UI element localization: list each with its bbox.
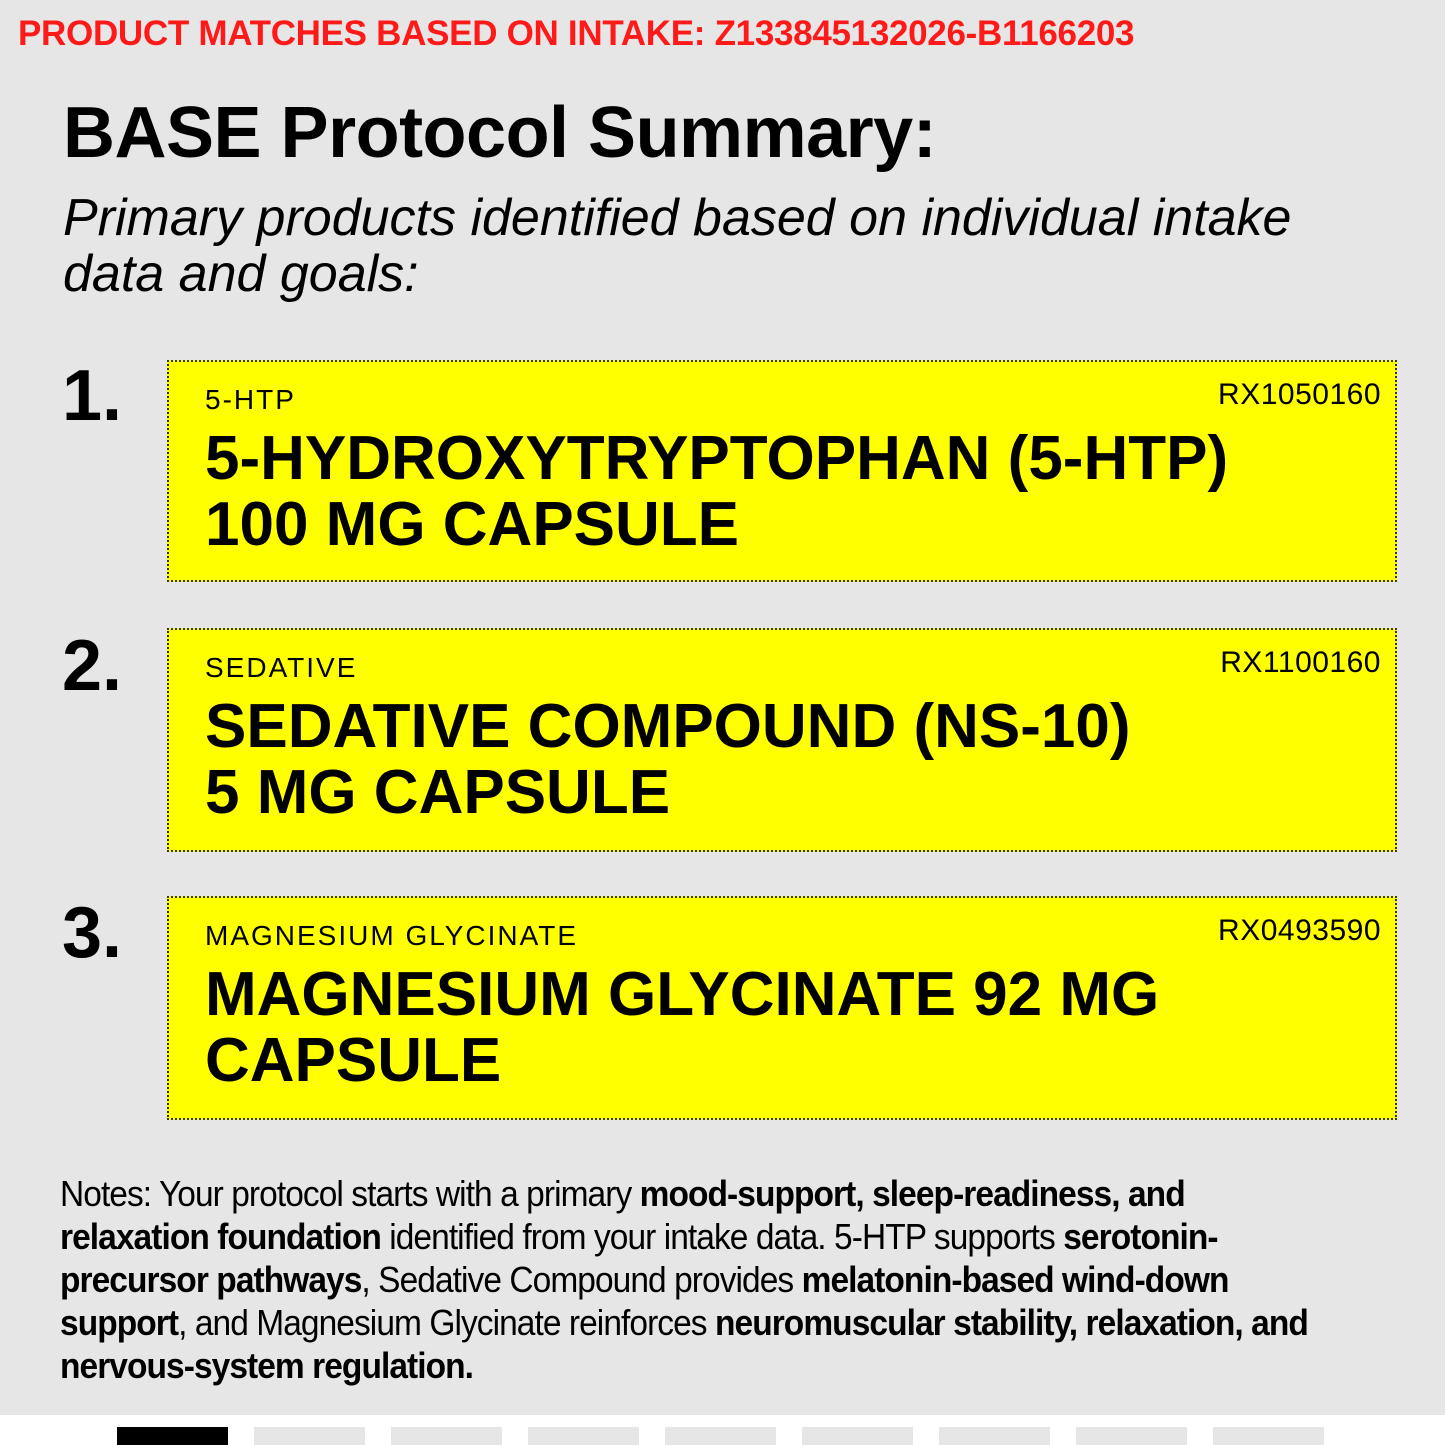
intake-header: PRODUCT MATCHES BASED ON INTAKE: Z133845132026-B1166203 xyxy=(18,14,1135,53)
notes-emphasis: mood-support, sleep-readiness, and relaxation foundation xyxy=(60,1173,1185,1257)
product-rx-code: RX0493590 xyxy=(1218,914,1381,947)
product-rx-code: RX1100160 xyxy=(1220,646,1381,679)
product-number: 1. xyxy=(62,356,123,436)
notes-emphasis: melatonin-based wind-down support xyxy=(60,1259,1229,1343)
page-indicator-dot[interactable] xyxy=(939,1427,1050,1445)
product-card xyxy=(167,360,1397,582)
product-rx-code: RX1050160 xyxy=(1218,378,1381,411)
notes-emphasis: serotonin-precursor pathways xyxy=(60,1216,1218,1300)
product-name-line: SEDATIVE COMPOUND (NS-10) xyxy=(205,692,1131,761)
product-name-line: CAPSULE xyxy=(205,1026,502,1095)
notes-text: Notes: Your protocol starts with a primary xyxy=(60,1173,640,1214)
product-name-line: 100 MG CAPSULE xyxy=(205,490,740,559)
page-indicator-dot[interactable] xyxy=(391,1427,502,1445)
product-number: 2. xyxy=(62,626,123,706)
notes-emphasis: neuromuscular stability, relaxation, and nervous-system regulation. xyxy=(60,1302,1308,1386)
product-card xyxy=(167,628,1397,852)
page-indicator xyxy=(117,1427,1324,1445)
protocol-notes xyxy=(60,1172,1316,1387)
product-number: 3. xyxy=(62,893,123,973)
page-subtitle: Primary products identified based on individual intake data and goals: xyxy=(63,189,1292,303)
notes-text: , and Magnesium Glycinate reinforces xyxy=(178,1302,715,1343)
product-category: 5-HTP xyxy=(205,384,296,415)
page-title: BASE Protocol Summary: xyxy=(63,93,937,173)
product-category: SEDATIVE xyxy=(205,652,358,683)
product-name-line: 5-HYDROXYTRYPTOPHAN (5-HTP) xyxy=(205,424,1229,493)
notes-text: , Sedative Compound provides xyxy=(361,1259,802,1300)
page-indicator-dot[interactable] xyxy=(665,1427,776,1445)
product-card xyxy=(167,896,1397,1120)
notes-text: identified from your intake data. 5-HTP supports xyxy=(380,1216,1064,1257)
page-indicator-dot[interactable] xyxy=(528,1427,639,1445)
product-name-line: MAGNESIUM GLYCINATE 92 MG xyxy=(205,960,1160,1029)
page-indicator-dot[interactable] xyxy=(117,1427,228,1445)
product-name xyxy=(205,426,1355,558)
page-indicator-dot[interactable] xyxy=(1076,1427,1187,1445)
page-indicator-dot[interactable] xyxy=(802,1427,913,1445)
product-name xyxy=(205,694,1355,826)
page-indicator-dot[interactable] xyxy=(1213,1427,1324,1445)
page-indicator-dot[interactable] xyxy=(254,1427,365,1445)
product-category: MAGNESIUM GLYCINATE xyxy=(205,920,579,951)
product-name-line: 5 MG CAPSULE xyxy=(205,758,671,827)
product-name xyxy=(205,962,1355,1094)
